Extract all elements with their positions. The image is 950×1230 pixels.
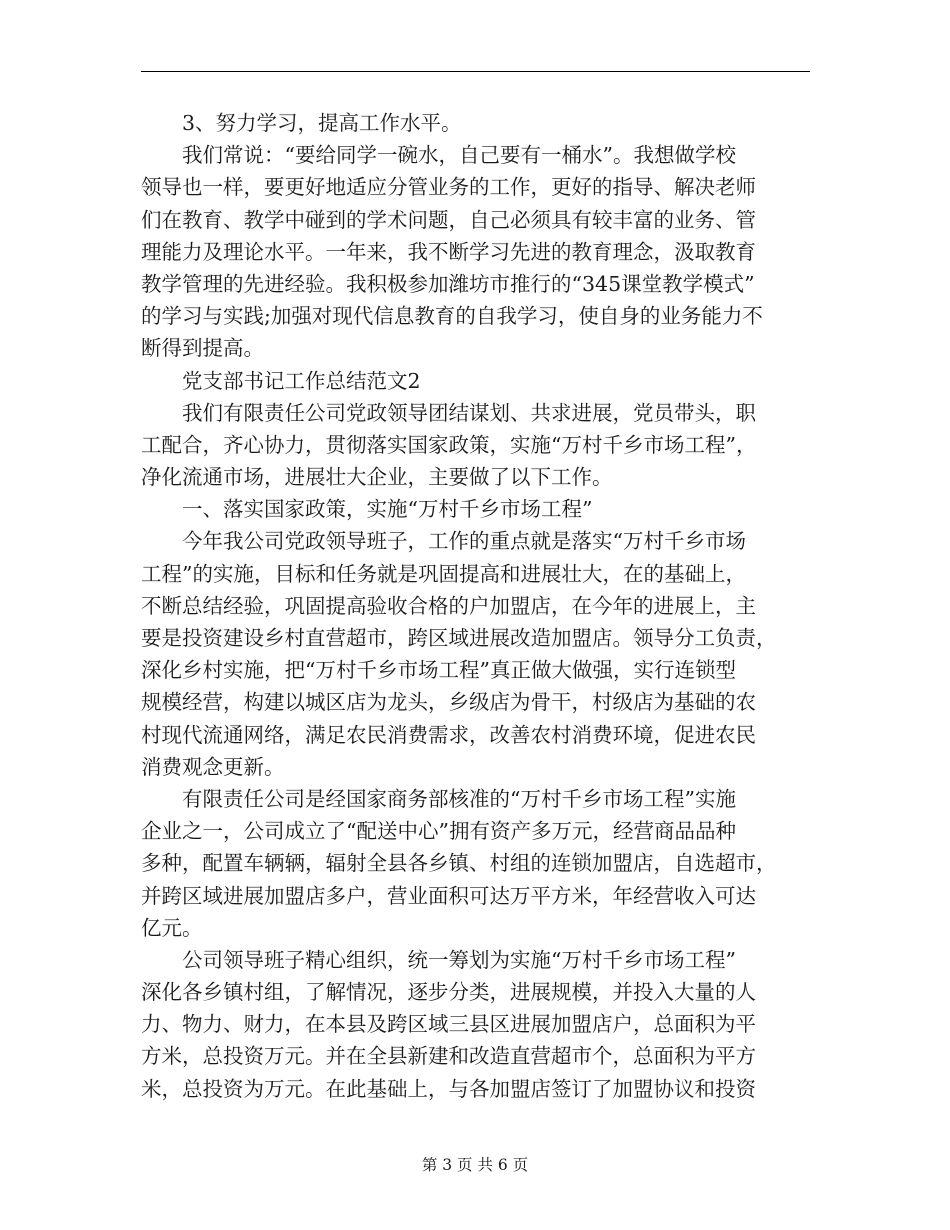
text-line: 要是投资建设乡村直营超市，跨区域进展改造加盟店。领导分工负责， (141, 626, 777, 650)
text-line: 村现代流通网络，满足农民消费需求，改善农村消费环境，促进农民 (141, 722, 756, 747)
document-body (141, 107, 810, 1105)
text-line: 多种，配置车辆辆，辐射全县各乡镇、村组的连锁加盟店，自选超市， (141, 851, 777, 876)
text-line: 的学习与实践;加强对现代信息教育的自我学习，使自身的业务能力不 (141, 304, 763, 329)
text-line: 工配合，齐心协力，贯彻落实国家政策，实施“万村千乡市场工程”， (141, 432, 757, 457)
page-number: 第 3 页 共 6 页 (421, 1156, 529, 1174)
header-rule (141, 71, 810, 72)
text-line: 公司领导班子精心组织，统一筹划为实施“万村千乡市场工程” (182, 947, 736, 972)
text-line: 我们有限责任公司党政领导团结谋划、共求进展，党员带头，职 (182, 400, 756, 425)
paragraph-heading: 3、努力学习，提高工作水平。 (182, 111, 462, 135)
text-line: 理能力及理论水平。一年来，我不断学习先进的教育理念，汲取教育 (141, 239, 756, 264)
text-line: 不断总结经验，巩固提高验收合格的户加盟店，在今年的进展上，主 (141, 593, 756, 618)
text-line: 领导也一样，要更好地适应分管业务的工作，更好的指导、解决老师 (141, 175, 756, 200)
text-line: 净化流通市场，进展壮大企业，主要做了以下工作。 (141, 465, 613, 490)
text-line: 方米，总投资万元。并在全县新建和改造直营超市个，总面积为平方 (141, 1044, 756, 1069)
text-line: 教学管理的先进经验。我积极参加潍坊市推行的“345课堂教学模式” (141, 271, 755, 296)
text-line: 有限责任公司是经国家商务部核准的“万村千乡市场工程”实施 (182, 786, 736, 811)
text-line: 深化乡村实施，把“万村千乡市场工程”真正做大做强，实行连锁型 (141, 658, 736, 683)
text-line: 今年我公司党政领导班子，工作的重点就是落实“万村千乡市场 (182, 529, 746, 554)
paragraph-heading: 一、落实国家政策，实施“万村千乡市场工程” (182, 497, 593, 522)
text-line: 深化各乡镇村组，了解情况，逐步分类，进展规模，并投入大量的人 (141, 980, 756, 1005)
text-line: 断得到提高。 (141, 336, 264, 361)
text-line: 并跨区域进展加盟店多户，营业面积可达万平方米，年经营收入可达 (141, 883, 756, 908)
text-line: 消费观念更新。 (141, 754, 285, 779)
text-line: 工程”的实施，目标和任务就是巩固提高和进展壮大，在的基础上， (141, 561, 746, 586)
text-line: 力、物力、财力，在本县及跨区域三县区进展加盟店户，总面积为平 (141, 1012, 756, 1037)
text-line: 亿元。 (141, 915, 203, 940)
text-line: 企业之一，公司成立了“配送中心”拥有资产多万元，经营商品品种 (141, 819, 736, 844)
section-title: 党支部书记工作总结范文2 (182, 368, 421, 393)
text-line: 我们常说：“要给同学一碗水，自己要有一桶水”。我想做学校 (182, 143, 736, 168)
text-line: 米，总投资为万元。在此基础上，与各加盟店签订了加盟协议和投资 (141, 1076, 756, 1101)
text-line: 规模经营，构建以城区店为龙头，乡级店为骨干，村级店为基础的农 (141, 690, 756, 715)
text-line: 们在教育、教学中碰到的学术问题，自己必须具有较丰富的业务、管 (141, 207, 756, 232)
